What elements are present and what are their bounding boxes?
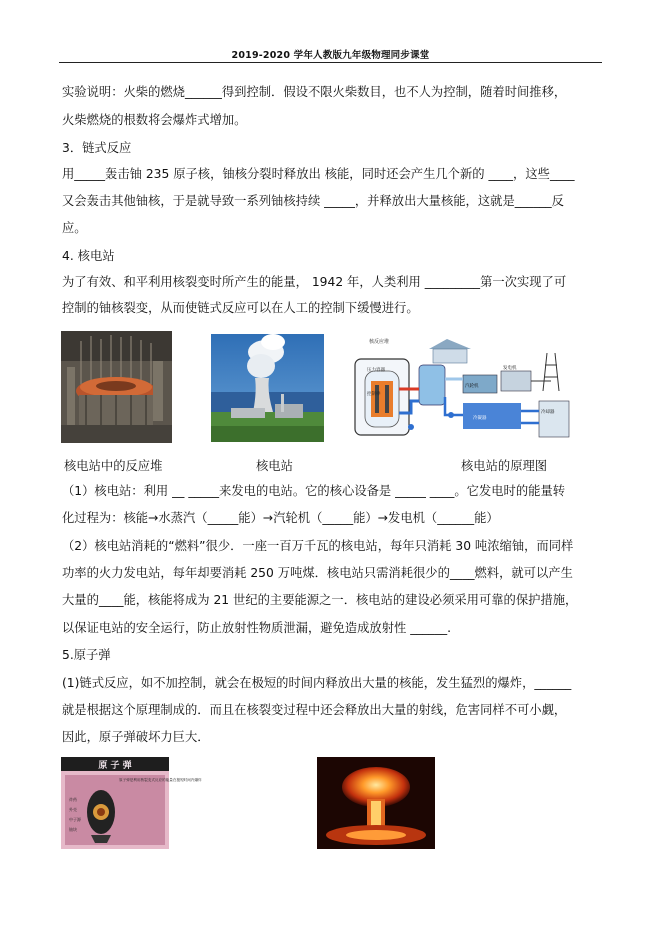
mushroom-cloud-photo	[317, 757, 435, 849]
text-line: 应。	[62, 221, 87, 235]
bomb-side-label: 中子源	[69, 817, 81, 822]
text-line: 因此，原子弹破坏力巨大．	[62, 730, 210, 744]
principle-diagram	[351, 331, 575, 443]
section-heading: 5.原子弹	[62, 648, 111, 662]
label-generator: 发电机	[503, 366, 517, 371]
header-rule	[59, 62, 602, 63]
label-cooling: 冷却器	[541, 410, 555, 415]
text-line: 为了有效、和平利用核裂变时所产生的能量， 1942 年，人类利用 _________第一次实现了可	[62, 275, 567, 289]
text-line: 用_____轰击铀 235 原子核，铀核分裂时释放出 核能，同时还会产生几个新的 ____，这些____	[62, 167, 575, 181]
label-control-rod: 控制棒	[367, 392, 381, 397]
bomb-side-label: 炸药	[69, 797, 77, 802]
bomb-side-label: 外壳	[69, 807, 77, 812]
text-line: （1）核电站：利用 __ _____来发电的电站。它的核心设备是 _____ ____。它发电时的能量转	[62, 484, 566, 498]
label-pressurizer: 压力容器	[367, 368, 385, 373]
text-line: 功率的火力发电站，每年却要消耗 250 万吨煤．核电站只需消耗很少的____燃料，就可以产生	[62, 566, 573, 580]
bomb-side-label: 铀块	[69, 827, 77, 832]
caption-principle: 核电站的原理图	[461, 459, 548, 473]
bomb-panel-desc: 原子弹是利用核裂变式反应的能量在极短时间内爆炸	[119, 778, 202, 782]
text-line: 控制的铀核裂变，从而使链式反应可以在人工的控制下缓慢进行。	[62, 301, 419, 315]
text-line: 以保证电站的安全运行，防止放射性物质泄漏，避免造成放射性 ______.	[62, 621, 452, 635]
page-header: 2019-2020 学年人教版九年级物理同步课堂	[231, 50, 430, 61]
bomb-panel-title: 原 子 弹	[98, 761, 132, 771]
section-heading: 3．链式反应	[62, 141, 132, 155]
atomic-bomb-panel	[61, 757, 202, 849]
text-line: (1)链式反应，如不加控制，就会在极短的时间内释放出大量的核能，发生猛烈的爆炸，______	[62, 676, 572, 690]
caption-reactor: 核电站中的反应堆	[64, 459, 163, 473]
caption-station: 核电站	[256, 459, 293, 473]
label-turbine: 汽轮机	[465, 384, 479, 389]
text-line: 大量的____能，核能将成为 21 世纪的主要能源之一．核电站的建设必须采用可靠的保护措施，	[62, 593, 578, 607]
text-line: 实验说明：火柴的燃烧______得到控制．假设不限火柴数目，也不人为控制，随着时间推移，	[62, 85, 567, 99]
text-line: （2）核电站消耗的“燃料”很少．一座一百万千瓦的核电站，每年只消耗 30 吨浓缩铀，而同样	[62, 539, 574, 553]
section-heading: 4. 核电站	[62, 249, 115, 263]
power-station-photo	[211, 334, 324, 442]
label-reactor-building: 核反应堆	[369, 339, 390, 345]
text-line: 火柴燃烧的根数将会爆炸式增加。	[62, 113, 247, 127]
reactor-photo	[61, 331, 172, 443]
text-line: 又会轰击其他铀核，于是就导致一系列铀核持续 _____，并释放出大量核能，这就是______反	[62, 194, 564, 208]
text-line: 就是根据这个原理制成的．而且在核裂变过程中还会释放出大量的射线，危害同样不可小觑，	[62, 703, 567, 717]
text-line: 化过程为：核能→水蒸汽（_____能）→汽轮机（_____能）→发电机（______能）	[62, 511, 499, 525]
label-condenser: 冷凝器	[473, 416, 487, 421]
